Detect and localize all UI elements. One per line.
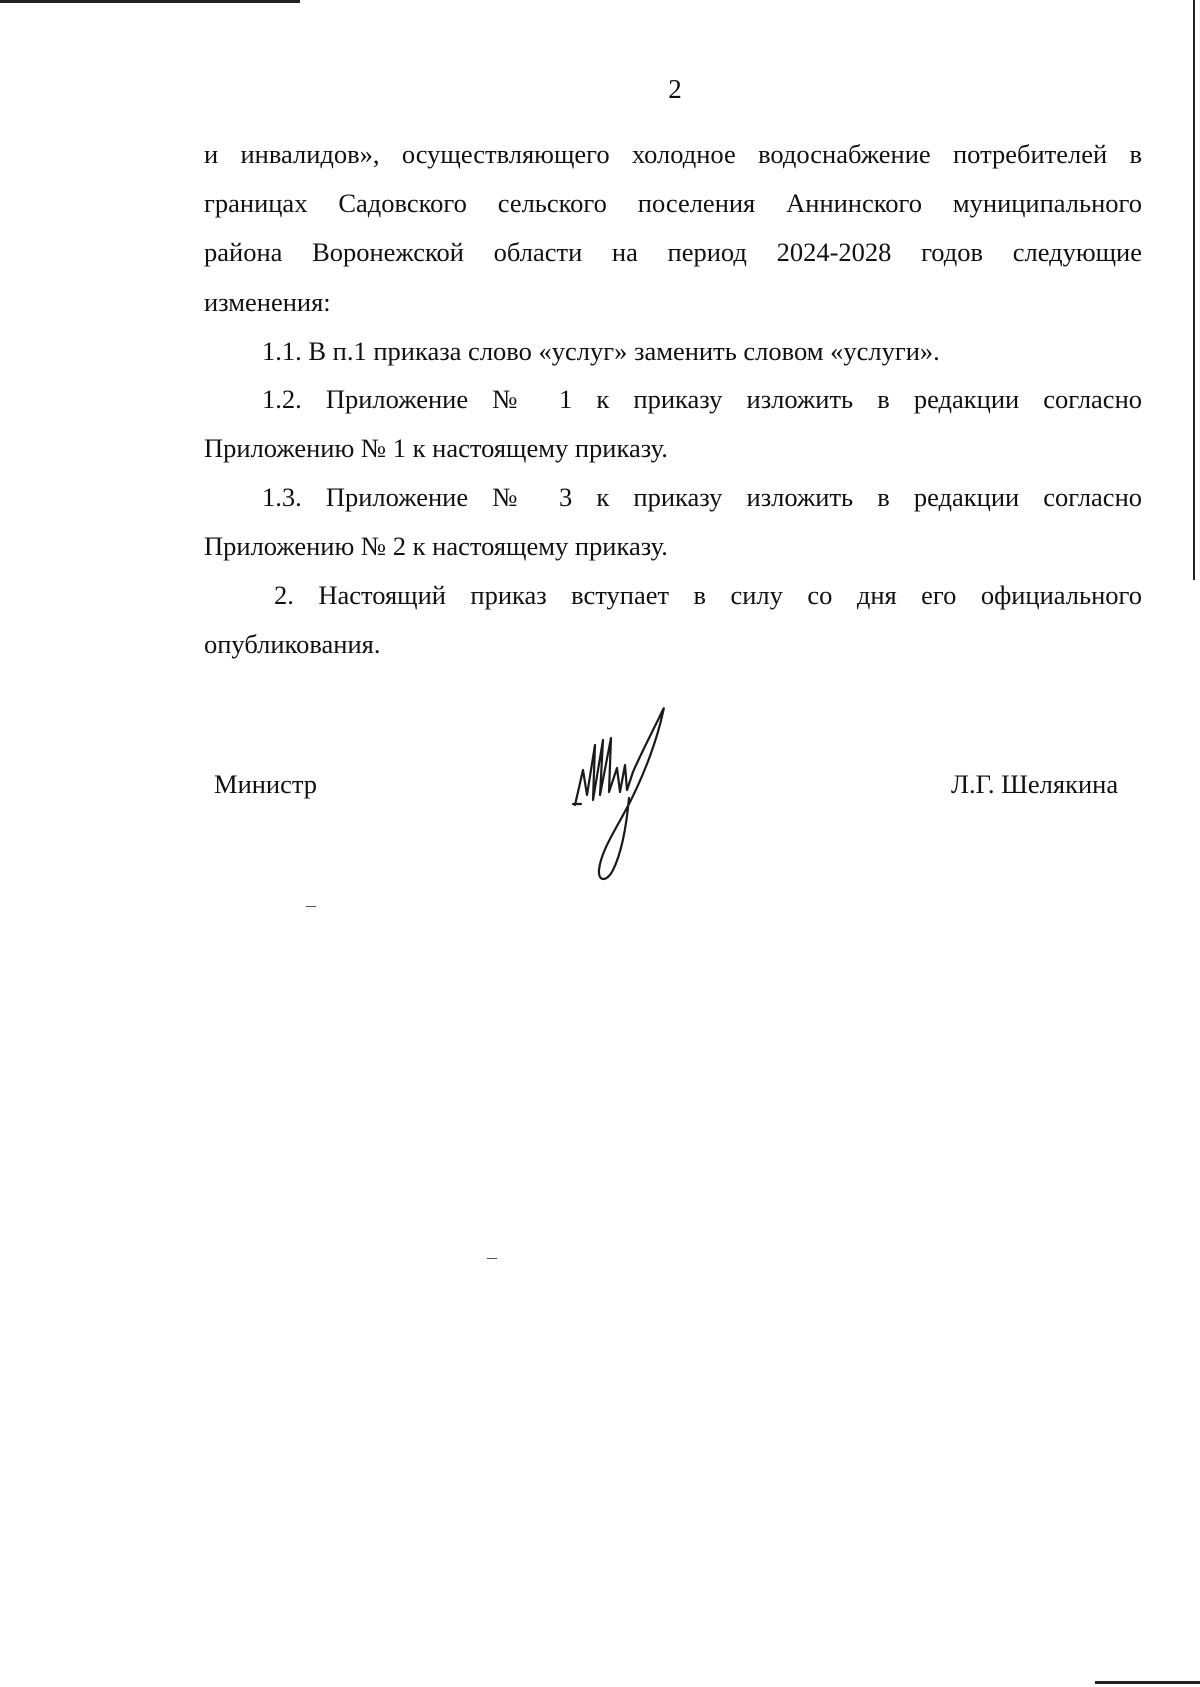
item-1-2-line: Приложению № 1 к настоящему приказу. bbox=[204, 433, 668, 463]
item-2-line: 2. Настоящий приказ вступает в силу со дня его официального bbox=[274, 580, 1142, 610]
item-1-3-line: 1.3. Приложение № 3 к приказу изложить в редакции согласно bbox=[262, 482, 1142, 512]
item-1-3-line: Приложению № 2 к настоящему приказу. bbox=[204, 531, 668, 561]
paragraph-line: и инвалидов», осуществляющего холодное водоснабжение потребителей в bbox=[204, 139, 1142, 169]
scan-dot-mark bbox=[487, 1258, 497, 1259]
paragraph-line: границах Садовского сельского поселения Аннинского муниципального bbox=[204, 188, 1142, 218]
signer-name: Л.Г. Шелякина bbox=[951, 769, 1119, 799]
handwritten-signature bbox=[565, 700, 695, 885]
item-1-2-line: 1.2. Приложение № 1 к приказу изложить в редакции согласно bbox=[262, 384, 1142, 414]
scan-edge-mark-right bbox=[1193, 0, 1195, 580]
paragraph-line: района Воронежской области на период 2024-2028 годов следующие bbox=[204, 237, 1142, 267]
position-title: Министр bbox=[214, 769, 318, 799]
item-1-1: 1.1. В п.1 приказа слово «услуг» заменить словом «услуги». bbox=[262, 336, 940, 366]
scan-edge-mark-top bbox=[0, 0, 300, 3]
item-2-line: опубликования. bbox=[204, 629, 381, 659]
page-number: 2 bbox=[668, 74, 682, 104]
paragraph-line: изменения: bbox=[204, 287, 331, 317]
scan-dot-mark bbox=[306, 906, 316, 907]
scan-edge-mark-bottom bbox=[1095, 1681, 1200, 1684]
